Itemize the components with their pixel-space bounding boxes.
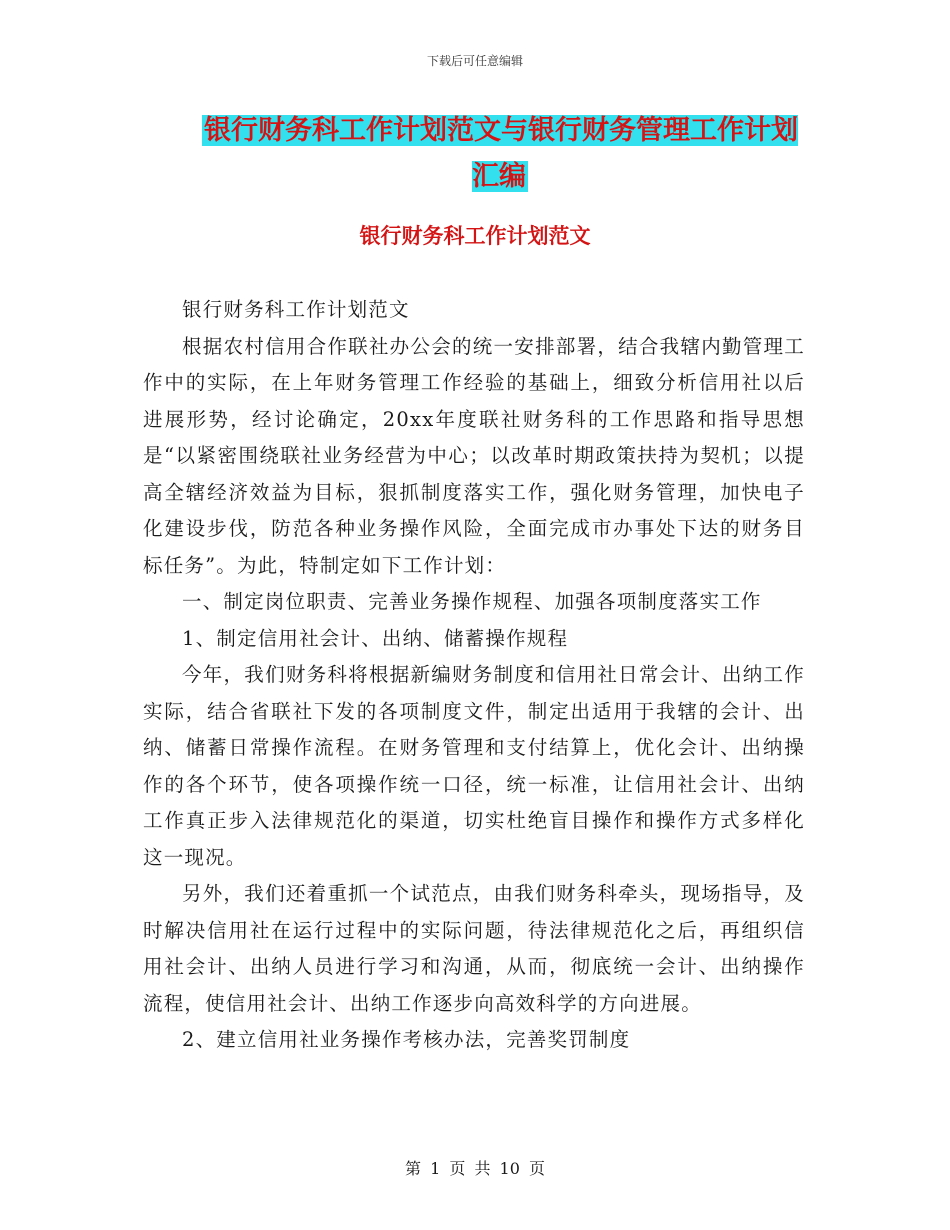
paragraph: 银行财务科工作计划范文 <box>182 298 410 321</box>
paragraph: 一、制定岗位职责、完善业务操作规程、加强各项制度落实工作 <box>182 590 762 613</box>
paragraph: 1、制定信用社会计、出纳、储蓄操作规程 <box>182 626 569 650</box>
paragraph: 今年，我们财务科将根据新编财务制度和信用社日常会计、出纳工作实际，结合省联社下发的各项制度文件，制定出适用于我辖的会计、出纳、储蓄日常操作流程。在财务管理和支付结算上，优化会计、出纳操作的各个环节，使各项操作统一口径，统一标准，让信用社会计、出纳工作真正步入法律规范化的渠道，切实杜绝盲目操作和操作方式多样化这一现况。 <box>143 663 805 869</box>
document-title-text: 银行财务科工作计划范文与银行财务管理工作计划汇编 <box>204 115 798 192</box>
section-title: 银行财务科工作计划范文 <box>359 224 591 248</box>
header-note: 下载后可任意编辑 <box>426 54 523 68</box>
paragraph: 根据农村信用合作联社办公会的统一安排部署，结合我辖内勤管理工作中的实际，在上年财务管理工作经验的基础上，细致分析信用社以后进展形势，经讨论确定，20xx年度联社财务科的工作思路和指导思想是“以紧密围绕联社业务经营为中心；以改革时期政策扶持为契机；以提高全辖经济效益为目标，狠抓制度落实工作，强化财务管理，加快电子化建设步伐，防范各种业务操作风险，全面完成市办事处下达的财务目标任务”。为此，特制定如下工作计划： <box>143 334 805 577</box>
page-footer: 第 1 页 共 10 页 <box>405 1159 545 1178</box>
paragraph: 2、建立信用社业务操作考核办法，完善奖罚制度 <box>182 1028 631 1051</box>
document-title <box>190 108 810 200</box>
document-body <box>143 292 805 1059</box>
paragraph: 另外，我们还着重抓一个试范点，由我们财务科牵头，现场指导，及时解决信用社在运行过程中的实际问题，待法律规范化之后，再组织信用社会计、出纳人员进行学习和沟通，从而，彻底统一会计、出纳操作流程，使信用社会计、出纳工作逐步向高效科学的方向进展。 <box>143 882 805 1015</box>
